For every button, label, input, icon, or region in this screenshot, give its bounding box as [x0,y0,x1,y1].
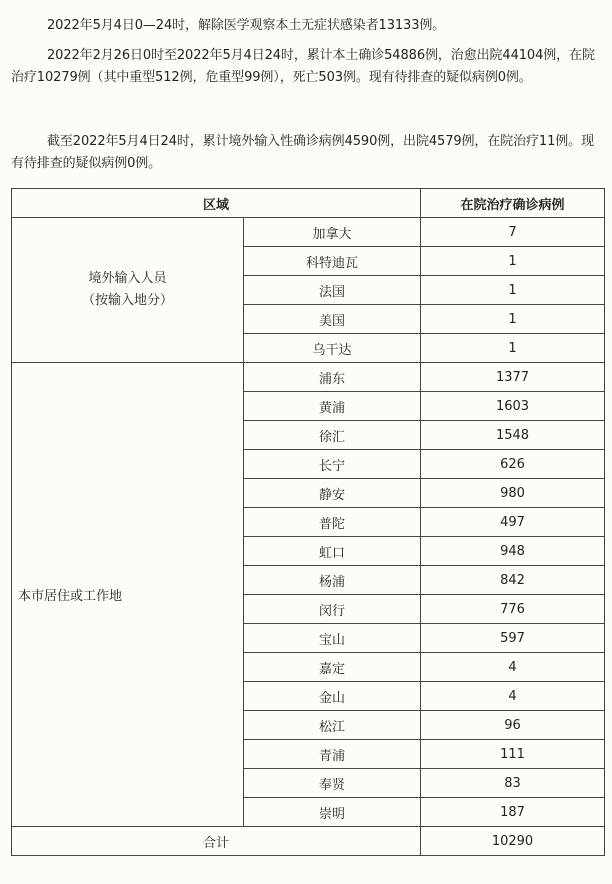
case-count: 626 [421,450,605,479]
district-name: 松江 [244,711,421,740]
case-count: 187 [421,798,605,827]
country-name: 美国 [244,305,421,334]
district-name: 长宁 [244,450,421,479]
table-row [12,363,605,392]
case-count: 1 [421,334,605,363]
district-name: 普陀 [244,508,421,537]
district-name: 静安 [244,479,421,508]
district-name: 崇明 [244,798,421,827]
district-name: 宝山 [244,624,421,653]
district-name: 金山 [244,682,421,711]
paragraph-local-cumulative: 2022年2月26日0时至2022年5月4日24时，累计本土确诊54886例，治愈出院44104例，在院治疗10279例（其中重型512例，危重型99例），死亡503例。现有待排查的疑似病例0例。 [11,48,595,85]
case-count: 4 [421,682,605,711]
case-count: 111 [421,740,605,769]
case-count: 7 [421,218,605,247]
case-count: 776 [421,595,605,624]
district-name: 嘉定 [244,653,421,682]
case-count: 597 [421,624,605,653]
table-row [12,218,605,247]
case-count: 1 [421,305,605,334]
case-count: 96 [421,711,605,740]
district-name: 青浦 [244,740,421,769]
district-name: 闵行 [244,595,421,624]
district-name: 浦东 [244,363,421,392]
group-imported-sublabel: （按输入地分） [81,293,173,308]
header-area: 区域 [12,189,421,218]
case-count: 1 [421,276,605,305]
case-count: 1548 [421,421,605,450]
district-name: 奉贤 [244,769,421,798]
group-local-label: 本市居住或工作地 [12,363,244,827]
group-imported-label: 境外输入人员 [88,271,167,286]
country-name: 乌干达 [244,334,421,363]
case-count: 1 [421,247,605,276]
case-count: 4 [421,653,605,682]
country-name: 加拿大 [244,218,421,247]
case-count: 1377 [421,363,605,392]
total-row [12,827,605,856]
district-name: 杨浦 [244,566,421,595]
country-name: 科特迪瓦 [244,247,421,276]
district-name: 徐汇 [244,421,421,450]
district-name: 黄浦 [244,392,421,421]
country-name: 法国 [244,276,421,305]
group-imported [12,218,244,363]
total-label: 合计 [12,827,421,856]
case-count: 842 [421,566,605,595]
case-count: 948 [421,537,605,566]
case-count: 980 [421,479,605,508]
header-count: 在院治疗确诊病例 [421,189,605,218]
paragraph-imported-cumulative: 截至2022年5月4日24时，累计境外输入性确诊病例4590例，出院4579例，在院治疗11例。现有待排查的疑似病例0例。 [11,134,594,171]
case-count: 83 [421,769,605,798]
case-count: 497 [421,508,605,537]
paragraph-recovered: 2022年5月4日0—24时，解除医学观察本土无症状感染者13133例。 [47,18,446,33]
hospitalized-cases-table [11,188,605,856]
case-count: 1603 [421,392,605,421]
total-value: 10290 [421,827,605,856]
district-name: 虹口 [244,537,421,566]
